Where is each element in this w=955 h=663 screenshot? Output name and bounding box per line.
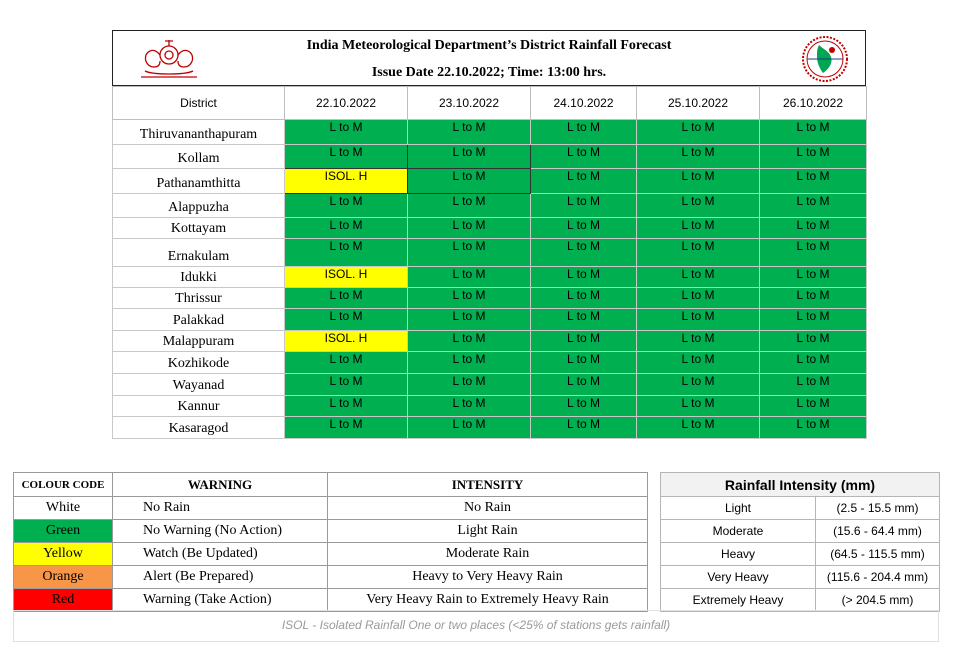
forecast-cell: L to M bbox=[760, 145, 867, 169]
forecast-cell: L to M bbox=[531, 218, 637, 239]
forecast-table bbox=[112, 86, 867, 439]
intensity-title-row bbox=[661, 473, 940, 497]
forecast-cell: L to M bbox=[637, 239, 760, 267]
district-column-header: District bbox=[113, 87, 285, 120]
warning-header: WARNING bbox=[113, 473, 328, 497]
forecast-cell: L to M bbox=[531, 120, 637, 145]
intensity-range: (15.6 - 64.4 mm) bbox=[816, 520, 940, 543]
intensity-range: (64.5 - 115.5 mm) bbox=[816, 543, 940, 566]
intensity-text: Light Rain bbox=[328, 520, 648, 543]
isol-footnote: ISOL - Isolated Rainfall One or two places (<25% of stations gets rainfall) bbox=[13, 610, 939, 642]
forecast-cell: L to M bbox=[637, 218, 760, 239]
forecast-cell: L to M bbox=[285, 194, 408, 218]
forecast-cell: L to M bbox=[531, 417, 637, 439]
forecast-cell: L to M bbox=[285, 288, 408, 309]
colour-code-table bbox=[13, 472, 648, 612]
forecast-cell: L to M bbox=[408, 309, 531, 331]
district-name: Wayanad bbox=[113, 374, 285, 396]
intensity-label: Extremely Heavy bbox=[661, 589, 816, 612]
district-name: Ernakulam bbox=[113, 239, 285, 267]
forecast-cell: L to M bbox=[760, 288, 867, 309]
warning-text: No Rain bbox=[113, 497, 328, 520]
forecast-cell: L to M bbox=[637, 169, 760, 194]
table-row bbox=[113, 194, 867, 218]
forecast-cell: L to M bbox=[531, 396, 637, 417]
forecast-cell: L to M bbox=[285, 374, 408, 396]
district-name: Palakkad bbox=[113, 309, 285, 331]
colour-code-legend bbox=[13, 472, 648, 612]
intensity-text: Moderate Rain bbox=[328, 543, 648, 566]
intensity-range: (2.5 - 15.5 mm) bbox=[816, 497, 940, 520]
forecast-cell: L to M bbox=[285, 352, 408, 374]
intensity-label: Light bbox=[661, 497, 816, 520]
table-row bbox=[113, 239, 867, 267]
forecast-cell: L to M bbox=[760, 267, 867, 288]
date-column-header: 24.10.2022 bbox=[531, 87, 637, 120]
table-row bbox=[661, 543, 940, 566]
table-row bbox=[661, 520, 940, 543]
imd-logo-icon bbox=[801, 35, 849, 83]
table-row bbox=[14, 497, 648, 520]
forecast-cell: L to M bbox=[408, 267, 531, 288]
table-row bbox=[113, 417, 867, 439]
forecast-cell: L to M bbox=[760, 194, 867, 218]
date-column-header: 25.10.2022 bbox=[637, 87, 760, 120]
district-name: Kasaragod bbox=[113, 417, 285, 439]
district-name: Kottayam bbox=[113, 218, 285, 239]
forecast-cell: L to M bbox=[531, 331, 637, 352]
forecast-cell: L to M bbox=[531, 288, 637, 309]
forecast-cell: L to M bbox=[285, 309, 408, 331]
forecast-cell: L to M bbox=[760, 331, 867, 352]
forecast-cell: L to M bbox=[285, 396, 408, 417]
forecast-cell: ISOL. H bbox=[285, 169, 408, 194]
district-name: Alappuzha bbox=[113, 194, 285, 218]
table-row bbox=[113, 396, 867, 417]
district-name: Malappuram bbox=[113, 331, 285, 352]
forecast-cell: ISOL. H bbox=[285, 267, 408, 288]
table-row bbox=[113, 169, 867, 194]
table-row bbox=[113, 218, 867, 239]
forecast-cell: L to M bbox=[531, 239, 637, 267]
forecast-cell: L to M bbox=[637, 267, 760, 288]
forecast-cell: L to M bbox=[531, 194, 637, 218]
district-name: Thrissur bbox=[113, 288, 285, 309]
rainfall-intensity-legend bbox=[660, 472, 940, 612]
forecast-cell: L to M bbox=[531, 145, 637, 169]
date-column-header: 23.10.2022 bbox=[408, 87, 531, 120]
intensity-text: Very Heavy Rain to Extremely Heavy Rain bbox=[328, 589, 648, 612]
forecast-cell: L to M bbox=[531, 374, 637, 396]
forecast-cell: L to M bbox=[760, 239, 867, 267]
forecast-cell: L to M bbox=[637, 288, 760, 309]
forecast-title: India Meteorological Department’s District Rainfall Forecast bbox=[306, 38, 672, 53]
table-row bbox=[661, 566, 940, 589]
forecast-cell: L to M bbox=[408, 120, 531, 145]
forecast-cell: L to M bbox=[760, 309, 867, 331]
intensity-range: (115.6 - 204.4 mm) bbox=[816, 566, 940, 589]
forecast-cell: L to M bbox=[408, 288, 531, 309]
colour-swatch: White bbox=[14, 497, 113, 520]
forecast-cell: L to M bbox=[637, 352, 760, 374]
forecast-cell: L to M bbox=[531, 267, 637, 288]
district-name: Kozhikode bbox=[113, 352, 285, 374]
intensity-header: INTENSITY bbox=[328, 473, 648, 497]
forecast-cell: L to M bbox=[760, 417, 867, 439]
table-row bbox=[113, 309, 867, 331]
forecast-cell: L to M bbox=[760, 169, 867, 194]
forecast-cell: L to M bbox=[531, 352, 637, 374]
table-row bbox=[113, 374, 867, 396]
forecast-cell: L to M bbox=[760, 120, 867, 145]
warning-text: Watch (Be Updated) bbox=[113, 543, 328, 566]
intensity-text: Heavy to Very Heavy Rain bbox=[328, 566, 648, 589]
forecast-cell: L to M bbox=[408, 239, 531, 267]
table-row bbox=[113, 145, 867, 169]
forecast-cell: L to M bbox=[637, 396, 760, 417]
intensity-label: Very Heavy bbox=[661, 566, 816, 589]
forecast-cell: L to M bbox=[760, 396, 867, 417]
forecast-cell: L to M bbox=[285, 239, 408, 267]
intensity-label: Moderate bbox=[661, 520, 816, 543]
forecast-header bbox=[112, 30, 866, 86]
table-row bbox=[14, 520, 648, 543]
forecast-cell: L to M bbox=[285, 120, 408, 145]
forecast-cell: L to M bbox=[531, 169, 637, 194]
forecast-cell: L to M bbox=[408, 194, 531, 218]
district-name: Kannur bbox=[113, 396, 285, 417]
forecast-cell: L to M bbox=[637, 374, 760, 396]
district-forecast bbox=[112, 30, 866, 439]
colour-swatch: Yellow bbox=[14, 543, 113, 566]
table-row bbox=[661, 589, 940, 612]
colour-swatch: Red bbox=[14, 589, 113, 612]
table-row bbox=[113, 120, 867, 145]
table-row bbox=[14, 543, 648, 566]
intensity-range: (> 204.5 mm) bbox=[816, 589, 940, 612]
table-row bbox=[113, 331, 867, 352]
table-row bbox=[661, 497, 940, 520]
intensity-label: Heavy bbox=[661, 543, 816, 566]
forecast-cell: L to M bbox=[408, 169, 531, 194]
table-row bbox=[14, 566, 648, 589]
date-column-header: 26.10.2022 bbox=[760, 87, 867, 120]
forecast-cell: L to M bbox=[637, 194, 760, 218]
forecast-cell: L to M bbox=[408, 145, 531, 169]
forecast-cell: L to M bbox=[408, 396, 531, 417]
district-name: Thiruvananthapuram bbox=[113, 120, 285, 145]
forecast-cell: L to M bbox=[637, 417, 760, 439]
district-name: Idukki bbox=[113, 267, 285, 288]
forecast-cell: L to M bbox=[408, 352, 531, 374]
forecast-cell: L to M bbox=[637, 145, 760, 169]
colour-swatch: Green bbox=[14, 520, 113, 543]
forecast-cell: L to M bbox=[408, 218, 531, 239]
warning-text: No Warning (No Action) bbox=[113, 520, 328, 543]
forecast-cell: L to M bbox=[760, 352, 867, 374]
issue-date: Issue Date 22.10.2022; Time: 13:00 hrs. bbox=[371, 65, 607, 80]
table-row bbox=[14, 589, 648, 612]
forecast-cell: L to M bbox=[760, 218, 867, 239]
forecast-cell: L to M bbox=[760, 374, 867, 396]
colour-swatch: Orange bbox=[14, 566, 113, 589]
forecast-header-row bbox=[113, 87, 867, 120]
forecast-cell: L to M bbox=[408, 374, 531, 396]
table-row bbox=[113, 352, 867, 374]
forecast-cell: L to M bbox=[285, 218, 408, 239]
forecast-cell: L to M bbox=[285, 417, 408, 439]
colour-code-header-row bbox=[14, 473, 648, 497]
forecast-cell: L to M bbox=[408, 417, 531, 439]
intensity-title: Rainfall Intensity (mm) bbox=[661, 473, 940, 497]
forecast-cell: ISOL. H bbox=[285, 331, 408, 352]
forecast-cell: L to M bbox=[408, 331, 531, 352]
district-name: Pathanamthitta bbox=[113, 169, 285, 194]
forecast-cell: L to M bbox=[637, 331, 760, 352]
date-column-header: 22.10.2022 bbox=[285, 87, 408, 120]
warning-text: Warning (Take Action) bbox=[113, 589, 328, 612]
intensity-text: No Rain bbox=[328, 497, 648, 520]
table-row bbox=[113, 288, 867, 309]
district-name: Kollam bbox=[113, 145, 285, 169]
forecast-cell: L to M bbox=[637, 120, 760, 145]
colour-code-header: COLOUR CODE bbox=[14, 473, 113, 497]
forecast-cell: L to M bbox=[637, 309, 760, 331]
forecast-cell: L to M bbox=[285, 145, 408, 169]
forecast-cell: L to M bbox=[531, 309, 637, 331]
rainfall-intensity-table bbox=[660, 472, 940, 612]
warning-text: Alert (Be Prepared) bbox=[113, 566, 328, 589]
table-row bbox=[113, 267, 867, 288]
